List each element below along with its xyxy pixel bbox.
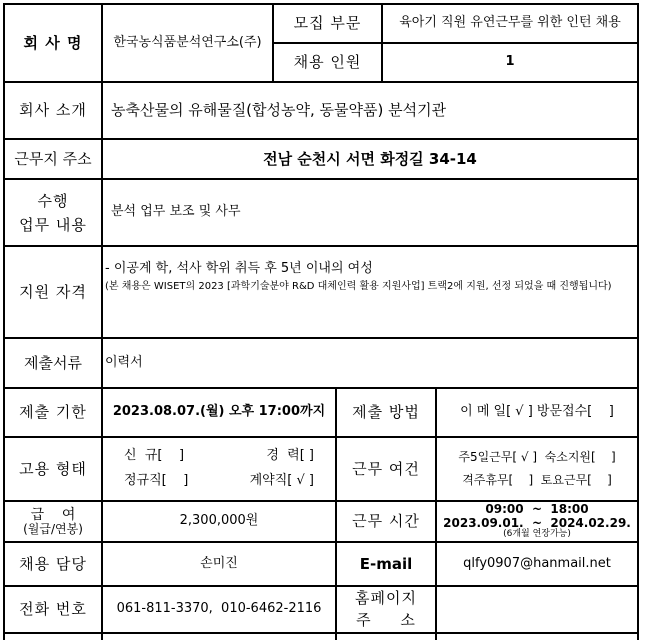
hours-value (437, 502, 637, 541)
employment-new: 신 규[ ] (124, 448, 185, 464)
headcount-value: 1 (505, 54, 515, 70)
qualification-label: 지원 자격 (19, 282, 87, 301)
employment-row1 (124, 444, 314, 469)
duties-label-line2: 업무 내용 (19, 215, 87, 234)
company-label: 회 사 명 (23, 33, 83, 52)
conditions-line2: 격주휴무[ ] 토요근무[ ] (462, 473, 612, 487)
qualification-value (103, 247, 637, 337)
hours-line1: 09:00 ~ 18:00 (485, 502, 589, 517)
contact-value: 손미진 (200, 555, 238, 571)
documents-value: 이력서 (105, 354, 143, 370)
deadline-value: 2023.08.07.(월) 오후 17:00까지 (112, 404, 326, 420)
intro-label: 회사 소개 (19, 101, 87, 120)
hours-line3: (6개월 연장가능) (503, 528, 571, 539)
recruit-dept-value: 육아기 직원 유연근무를 위한 인턴 채용 (399, 15, 621, 31)
employment-contract: 계약직[ √ ] (249, 473, 314, 488)
qualification-line2: (본 채용은 WISET의 2023 [과학기술분야 R&D 대체인력 활용 지원사업] 트랙2에 지원, 선정 되었을 때 진행됩니다) (105, 281, 612, 293)
border-right (637, 3, 639, 640)
phone-value: 061-811-3370, 010-6462-2116 (116, 601, 322, 617)
recruit-dept-label: 모집 부문 (293, 14, 362, 33)
hours-line2: 2023.09.01. ~ 2024.02.29. (443, 515, 631, 530)
conditions-line1: 주5일근무[ √ ] 숙소지원[ ] (458, 449, 616, 464)
salary-label-line1: 급 여 (30, 506, 76, 523)
homepage-label (337, 587, 435, 632)
conditions-value (437, 438, 637, 500)
company-name: 한국농식품분석연구소(주) (113, 34, 262, 50)
duties-label (5, 180, 101, 245)
documents-label: 제출서류 (24, 353, 82, 372)
qualification-line1: - 이공계 학, 석사 학위 취득 후 5년 이내의 여성 (105, 261, 373, 276)
row-divider (3, 632, 639, 634)
homepage-label-line2: 주 소 (356, 610, 416, 629)
location-label: 근무지 주소 (14, 149, 92, 168)
homepage-label-line1: 홈페이지 (355, 588, 417, 607)
email-label: E-mail (359, 554, 413, 573)
homepage-value (437, 587, 637, 632)
intro-value: 농축산물의 유해물질(합성농약, 동물약품) 분석기관 (111, 101, 447, 120)
salary-label-line2: (월급/연봉) (23, 521, 83, 536)
contact-label: 채용 담당 (19, 554, 87, 573)
employment-type-label: 고용 형태 (19, 459, 87, 478)
method-value: 이 메 일[ √ ] 방문접수[ ] (460, 404, 614, 420)
employment-row2 (124, 469, 314, 494)
method-label: 제출 방법 (352, 403, 420, 422)
employment-regular: 정규직[ ] (124, 473, 189, 488)
deadline-label: 제출 기한 (19, 403, 87, 422)
email-value: qlfy0907@hanmail.net (463, 555, 611, 571)
employment-career: 경 력[ ] (266, 448, 314, 464)
duties-value: 분석 업무 보조 및 사무 (111, 204, 241, 220)
salary-value: 2,300,000원 (179, 513, 259, 529)
phone-label: 전화 번호 (19, 600, 87, 619)
headcount-label: 채용 인원 (293, 53, 362, 72)
duties-label-line1: 수행 (37, 191, 69, 210)
conditions-label: 근무 여건 (352, 459, 420, 478)
hours-label: 근무 시간 (352, 512, 420, 531)
employment-type-value (103, 438, 335, 500)
location-value: 전남 순천시 서면 화정길 34-14 (263, 149, 477, 168)
salary-label (5, 502, 101, 541)
